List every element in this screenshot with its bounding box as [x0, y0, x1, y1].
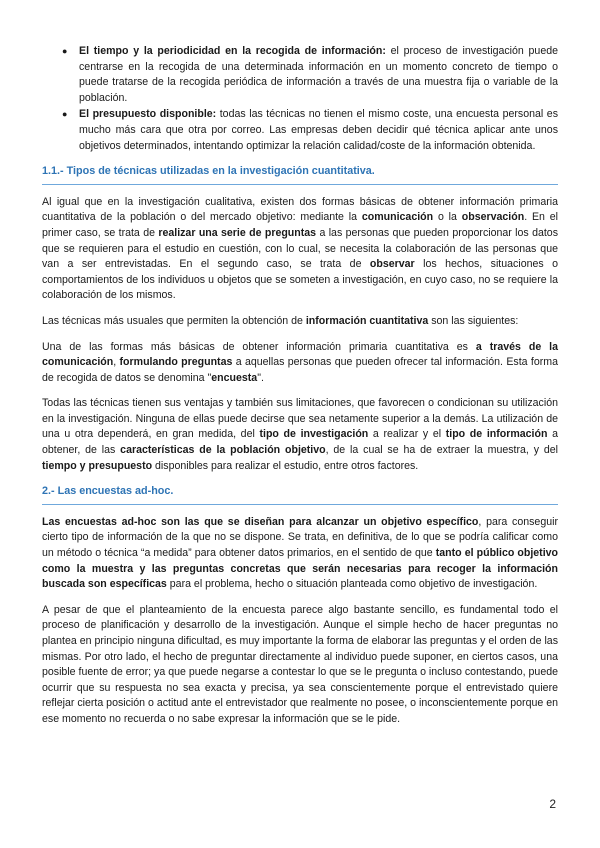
paragraph-techniques: Las técnicas más usuales que permiten la obtención de información cuantitativa son las siguientes:	[42, 314, 519, 327]
paragraph-adhoc-definition: Las encuestas ad-hoc son las que se diseñan para alcanzar un objetivo específico, para conseguir cierto tipo de información de la que no se dispone. Se trata, en definitiva, de lo que se podría calificar como un método o técnica “a medida” para obtener datos primarios, en el sentido de que tanto el público objetivo como la muestra y las preguntas concretas que serán necesarias para recoger la información buscada son específicas para el problema, hecho o situación planteada como objetivo de investigación.	[42, 515, 559, 591]
paragraph-planning: A pesar de que el planteamiento de la encuesta parece algo bastante sencillo, es fundamental todo el proceso de planificación y desarrollo de la investigación. Aunque el simple hecho de hacer preguntas no plantea en principio ninguna dificultad, es muy importante la forma de elaborar las preguntas y el orden de las mismas. Por otro lado, el hecho de preguntar directamente al individuo puede suponer, en ciertos casos, una posible fuente de error; ya que puede negarse a contestar lo que se le pregunta o incluso contestando, puede ocurrir que su respuesta no sea exacta y precisa, ya sea conscientemente porque el entrevistado quiere reflejar cierta posición o actitud ante el entrevistador que realmente no posee, o inconscientemente porque en ese momento no recuerda o no sabe expresar la información que se le pide.	[42, 603, 558, 725]
page-content	[42, 44, 558, 738]
section-heading-1-1: 1.1.- Tipos de técnicas utilizadas en la investigación cuantitativa.	[42, 164, 558, 185]
bullet-dot-icon: ●	[62, 109, 68, 120]
section-heading-2: 2.- Las encuestas ad-hoc.	[42, 484, 558, 505]
bullet-list	[42, 44, 558, 154]
page-number: 2	[549, 797, 556, 811]
paragraph-forms: Al igual que en la investigación cualitativa, existen dos formas básicas de obtener información primaria cuantitativa de la población o del mercado objetivo: mediante la comunicación o la observación. En el primer caso, se trata de realizar una serie de preguntas a las personas que pueden proporcionar los datos que se requieren para el estudio en cuestión, con lo cual, se necesita la colaboración de las personas que van a ser entrevistadas. En el segundo caso, se trata de observar los hechos, situaciones o comportamientos de los individuos u objetos que se someten a investigación, en cuyo caso, no se requiere la colaboración de los mismos.	[42, 195, 559, 302]
paragraph-survey: Una de las formas más básicas de obtener información primaria cuantitativa es a través de la comunicación, formulando preguntas a aquellas personas que pueden ofrecer tal información. Esta forma de recogida de datos se denomina "encuesta".	[42, 340, 559, 384]
paragraph-advantages: Todas las técnicas tienen sus ventajas y también sus limitaciones, que favorecen o condicionan su utilización en la investigación. Ninguna de ellas puede decirse que sea netamente superior a la demás. La utilización de una u otra dependerá, en gran medida, del tipo de investigación a realizar y el tipo de información a obtener, de las características de la población objetivo, de la cual se ha de extraer la muestra, y del tiempo y presupuesto disponibles para realizar el estudio, entre otros factores.	[42, 397, 558, 472]
bullet-dot-icon: ●	[62, 46, 68, 56]
bullet-item-time: ● El tiempo y la periodicidad en la recogida de información: el proceso de investigación puede centrarse en la recogida de una determinada información en un momento concreto de tiempo o puede tratarse de la recogida periódica de información a través de una muestra fija o variable de la población.	[62, 45, 558, 104]
bullet-item-budget: ● El presupuesto disponible: todas las técnicas no tienen el mismo coste, una encuesta personal es mucho más cara que otra por correo. Las empresas deben decidir qué técnica aplicar ante unos objetivos determinados, intentando optimizar la relación calidad/coste de la información obtenida.	[62, 108, 558, 152]
